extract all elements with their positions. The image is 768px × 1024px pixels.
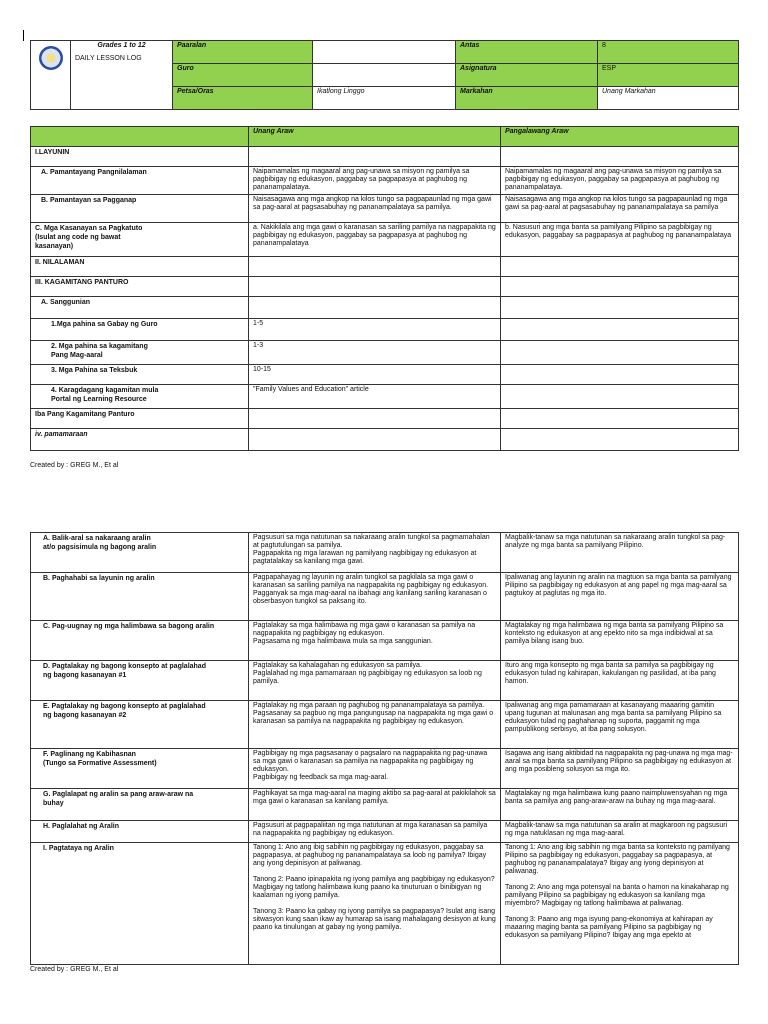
day2-cell[interactable] <box>501 319 739 341</box>
day1-cell[interactable]: Pagtalakay ng mga paraan ng paghubog ng pananampalataya sa pamilya. Pagsasanay sa pagbuo ng mga pangungusap na nagpapakita ng mga gawi o karanasan sa pamilya na nagpapakita ng pagbibigay ng edukasyon. <box>249 701 501 749</box>
row-label: 1.Mga pahina sa Gabay ng Guro <box>31 319 249 341</box>
row-label: iv. pamamaraan <box>31 429 249 451</box>
table-row <box>31 701 739 749</box>
table-row <box>31 341 739 365</box>
row-label: A. Pamantayang Pangnilalaman <box>31 167 249 195</box>
col-header-day1: Unang Araw <box>249 127 501 147</box>
guro-value[interactable] <box>313 64 456 87</box>
antas-label: Antas <box>456 41 598 64</box>
table-row <box>31 385 739 409</box>
day1-cell[interactable]: a. Nakikilala ang mga gawi o karanasan sa sariling pamilya na nagpapakita ng pagbibigay ng edukasyon, paggabay sa pagpapasya at paghubog ng pananampalataya <box>249 223 501 257</box>
petsa-value[interactable]: Ikatlong Linggo <box>313 87 456 110</box>
daily-lesson-log-title: DAILY LESSON LOG <box>75 55 142 62</box>
title-cell <box>71 41 173 110</box>
header-table <box>30 40 739 110</box>
guro-label: Guro <box>173 64 313 87</box>
row-label: I.LAYUNIN <box>31 147 249 167</box>
row-label: I. Pagtataya ng Aralin <box>31 843 249 965</box>
col-header-blank <box>31 127 249 147</box>
day2-cell[interactable]: Ituro ang mga konsepto ng mga banta sa pamilya sa pagbibigay ng edukasyon tulad ng kahirapan, kakulangan ng pasilidad, at iba pang hamon. <box>501 661 739 701</box>
day2-cell[interactable]: Tanong 1: Ano ang ibig sabihin ng mga banta sa konteksto ng pamilyang Pilipino sa pagbibigay ng edukasyon, paggabay sa pagpapasya, at paghubog ng pananampalataya? Ibigay ang iyong depinisyon at paliwanag. Tanong 2: Ano ang mga potensyal na banta o hamon na kinakaharap ng pamilyang Pilipino sa pagbibigay ng edukasyon sa kanilang mga miyembro? Magbigay ng tatlong halimbawa at paliwanag. Tanong 3: Paano ang mga isyung pang-ekonomiya at kahirapan ay maaaring maging banta sa pamilyang Pilipino sa pagbibigay ng edukasyon sa pamilyang Pilipino? Ibigay ang mga epekto at <box>501 843 739 965</box>
day2-cell[interactable]: Isagawa ang isang aktibidad na nagpapakita ng pag-unawa ng mga mag-aaral sa mga banta sa pamilyang Pilipino sa pagbibigay ng edukasyon at ang mga posibleng solusyon sa mga ito. <box>501 749 739 789</box>
day1-cell[interactable]: Pagpapahayag ng layunin ng aralin tungkol sa pagkilala sa mga gawi o karanasan sa sariling pamilya na nagpapakita ng pagbibigay ng edukasyon. Pagganyak sa mga mag-aaral na ibahagi ang kanilang sariling karanasan o obserbasyon tungkol sa paksang ito. <box>249 573 501 621</box>
grades-label: Grades 1 to 12 <box>97 42 146 49</box>
day1-cell[interactable]: Naipamamalas ng magaaral ang pag-unawa sa misyon ng pamilya sa pagbibigay ng edukasyon, paggabay sa pagpapasya at paghubog ng pananampalataya. <box>249 167 501 195</box>
deped-seal-cell <box>31 41 71 110</box>
table-row <box>31 789 739 821</box>
day2-cell[interactable]: Naipamamalas ng magaaral ang pag-unawa sa misyon ng pamilya sa pagbibigay ng edukasyon, paggabay sa pagpapasya at paghubog ng pananampalataya. <box>501 167 739 195</box>
day2-cell[interactable]: Magbalik-tanaw sa mga natutunan sa aralin at magkaroon ng pagsusuri ng mga natuklasan ng mga mag-aaral. <box>501 821 739 843</box>
day2-cell[interactable]: Ipaliwanag ang mga pamamaraan at kasanayang maaaring gamitin upang tugunan at malunasan ang mga banta sa pamilyang Pilipino sa edukasyon tulad ng paghahanap ng suporta, paggamit ng mga pampublikong serbisyo, at iba pang solusyon. <box>501 701 739 749</box>
table-row <box>31 195 739 223</box>
table-row <box>31 365 739 385</box>
table-row <box>31 429 739 451</box>
table-row <box>31 533 739 573</box>
day1-cell[interactable]: 10-15 <box>249 365 501 385</box>
row-label: 2. Mga pahina sa kagamitang Pang Mag-aaral <box>31 341 249 365</box>
day2-cell[interactable] <box>501 147 739 167</box>
row-label: A. Sanggunian <box>31 297 249 319</box>
day1-cell[interactable]: Pagsusuri at pagpapaliitan ng mga natutunan at mga karanasan sa pamilya na nagpapakita ng pagbibigay ng edukasyon. <box>249 821 501 843</box>
day1-cell[interactable]: Pagtalakay sa kahalagahan ng edukasyon sa pamilya. Paglalahad ng mga pamamaraan ng pagbibigay ng edukasyon sa loob ng pamilya. <box>249 661 501 701</box>
day1-cell[interactable]: Naisasagawa ang mga angkop na kilos tungo sa pagpapaunlad ng mga gawi sa pag-aaral at pagsasabuhay ng pananampalataya sa pamilya. <box>249 195 501 223</box>
row-label: Iba Pang Kagamitang Panturo <box>31 409 249 429</box>
table-row <box>31 223 739 257</box>
day1-cell[interactable]: Pagtalakay sa mga halimbawa ng mga gawi o karanasan sa pamilya na nagpapakita ng pagbibigay ng edukasyon. Pagsasama ng mga halimbawa mula sa mga sanggunian. <box>249 621 501 661</box>
row-label: B. Paghahabi sa layunin ng aralin <box>31 573 249 621</box>
table-row <box>31 843 739 965</box>
table-row <box>31 277 739 297</box>
day1-cell[interactable]: Paghikayat sa mga mag-aaral na maging aktibo sa pag-aaral at pakikilahok sa mga gawi o karanasan sa kanilang pamilya. <box>249 789 501 821</box>
table-row <box>31 661 739 701</box>
day1-cell[interactable]: 1-5 <box>249 319 501 341</box>
day2-cell[interactable] <box>501 297 739 319</box>
day1-cell[interactable] <box>249 297 501 319</box>
table-row <box>31 147 739 167</box>
row-label: II. NILALAMAN <box>31 257 249 277</box>
day1-cell[interactable] <box>249 429 501 451</box>
asignatura-label: Asignatura <box>456 64 598 87</box>
day1-cell[interactable]: Pagbibigay ng mga pagsasanay o pagsalaro na nagpapakita ng pag-unawa sa mga gawi o karanasan sa pamilya na nagpapakita ng pagbibigay ng edukasyon. Pagbibigay ng feedback sa mga mag-aaral. <box>249 749 501 789</box>
day2-cell[interactable]: Magbalik-tanaw sa mga natutunan sa nakaraang aralin tungkol sa pag-analyze ng mga banta sa pamilyang Pilipino. <box>501 533 739 573</box>
paaralan-label: Paaralan <box>173 41 313 64</box>
day1-cell[interactable]: Tanong 1: Ano ang ibig sabihin ng pagbibigay ng edukasyon, paggabay sa pagpapasya, at paghubog ng pananampalataya sa loob ng pamilya? Ibigay ang iyong depinisyon at paliwanag. Tanong 2: Paano ipinapakita ng iyong pamilya ang pagbibigay ng edukasyon? Magbigay ng tatlong halimbawa kung paano ka tinuturuan o binibigyan ng kaalaman ng iyong pamilya. Tanong 3: Paano ka gabay ng iyong pamilya sa pagpapasya? Isulat ang isang sitwasyon kung saan ikaw ay humarap sa isang mahalagang desisyon at kung paano ka tinulungan at gabay ng iyong pamilya. <box>249 843 501 965</box>
day2-cell[interactable] <box>501 409 739 429</box>
col-header-day2: Pangalawang Araw <box>501 127 739 147</box>
day2-cell[interactable]: Ipaliwanag ang layunin ng aralin na magtuon sa mga banta sa pamilyang Pilipino sa pagbibigay ng edukasyon at ang papel ng mga mag-aaral sa pagtukoy at paglutas ng mga ito. <box>501 573 739 621</box>
table-row <box>31 257 739 277</box>
row-label: III. KAGAMITANG PANTURO <box>31 277 249 297</box>
row-label: G. Paglalapat ng aralin sa pang araw-araw na buhay <box>31 789 249 821</box>
day2-cell[interactable] <box>501 341 739 365</box>
table-row <box>31 409 739 429</box>
row-label: 4. Karagdagang kagamitan mula Portal ng Learning Resource <box>31 385 249 409</box>
markahan-value[interactable]: Unang Markahan <box>598 87 739 110</box>
table-row <box>31 573 739 621</box>
row-label: 3. Mga Pahina sa Teksbuk <box>31 365 249 385</box>
lesson-table-part2 <box>30 532 739 965</box>
markahan-label: Markahan <box>456 87 598 110</box>
day2-cell[interactable] <box>501 385 739 409</box>
petsa-label: Petsa/Oras <box>173 87 313 110</box>
antas-value[interactable]: 8 <box>598 41 739 64</box>
day2-cell[interactable] <box>501 365 739 385</box>
text-cursor <box>23 30 24 41</box>
table-row <box>31 167 739 195</box>
day1-cell[interactable] <box>249 277 501 297</box>
row-label: B. Pamantayan sa Pagganap <box>31 195 249 223</box>
day1-cell[interactable] <box>249 147 501 167</box>
table-row <box>31 297 739 319</box>
row-label: F. Paglinang ng Kabihasnan (Tungo sa Formative Assessment) <box>31 749 249 789</box>
day2-cell[interactable] <box>501 257 739 277</box>
day2-cell[interactable] <box>501 429 739 451</box>
table-row <box>31 749 739 789</box>
row-label: A. Balik-aral sa nakaraang aralin at/o pagsisimula ng bagong aralin <box>31 533 249 573</box>
day2-cell[interactable] <box>501 277 739 297</box>
row-label: E. Pagtalakay ng bagong konsepto at paglalahad ng bagong kasanayan #2 <box>31 701 249 749</box>
row-label: H. Paglalahat ng Aralin <box>31 821 249 843</box>
day1-cell[interactable]: "Family Values and Education" article <box>249 385 501 409</box>
day1-cell[interactable] <box>249 257 501 277</box>
day2-cell[interactable]: Magtalakay ng mga halimbawa ng mga banta sa pamilyang Pilipino sa konteksto ng edukasyon at ang epekto nito sa mga indibidwal at sa pamilya bilang isang buo. <box>501 621 739 661</box>
day1-cell[interactable] <box>249 409 501 429</box>
day2-cell[interactable]: Naisasagawa ang mga angkop na kilos tungo sa pagpapaunlad ng mga gawi sa pag-aaral at pagsasabuhay ng pananampalataya sa pamilya <box>501 195 739 223</box>
asignatura-value[interactable]: ESP <box>598 64 739 87</box>
lesson-table-part1 <box>30 126 739 451</box>
table-row <box>31 821 739 843</box>
row-label: C. Pag-uugnay ng mga halimbawa sa bagong aralin <box>31 621 249 661</box>
paaralan-value[interactable] <box>313 41 456 64</box>
day1-cell[interactable]: Pagsusuri sa mga natutunan sa nakaraang aralin tungkol sa pagmamahalan at pagtutulungan sa pamilya. Pagpapakita ng mga larawan ng pamilyang nagbibigay ng edukasyon at pagtatalakay sa kanilang mga gawi. <box>249 533 501 573</box>
day2-cell[interactable]: b. Nasusuri ang mga banta sa pamilyang Pilipino sa pagbibigay ng edukasyon, paggabay sa pagpapasya at paghubog ng pananampalataya <box>501 223 739 257</box>
table-row <box>31 319 739 341</box>
row-label: C. Mga Kasanayan sa Pagkatuto (Isulat ang code ng bawat kasanayan) <box>31 223 249 257</box>
footer-credit: Created by : GREG M., Et al <box>30 462 119 469</box>
table-row <box>31 621 739 661</box>
deped-seal-icon <box>39 46 63 70</box>
day1-cell[interactable]: 1-3 <box>249 341 501 365</box>
day2-cell[interactable]: Magtalakay ng mga halimbawa kung paano naimpluwensyahan ng mga banta sa pamilya ang pang-araw-araw na buhay ng mga mag-aaral. <box>501 789 739 821</box>
row-label: D. Pagtalakay ng bagong konsepto at paglalahad ng bagong kasanayan #1 <box>31 661 249 701</box>
footer-credit: Created by : GREG M., Et al <box>30 966 119 973</box>
